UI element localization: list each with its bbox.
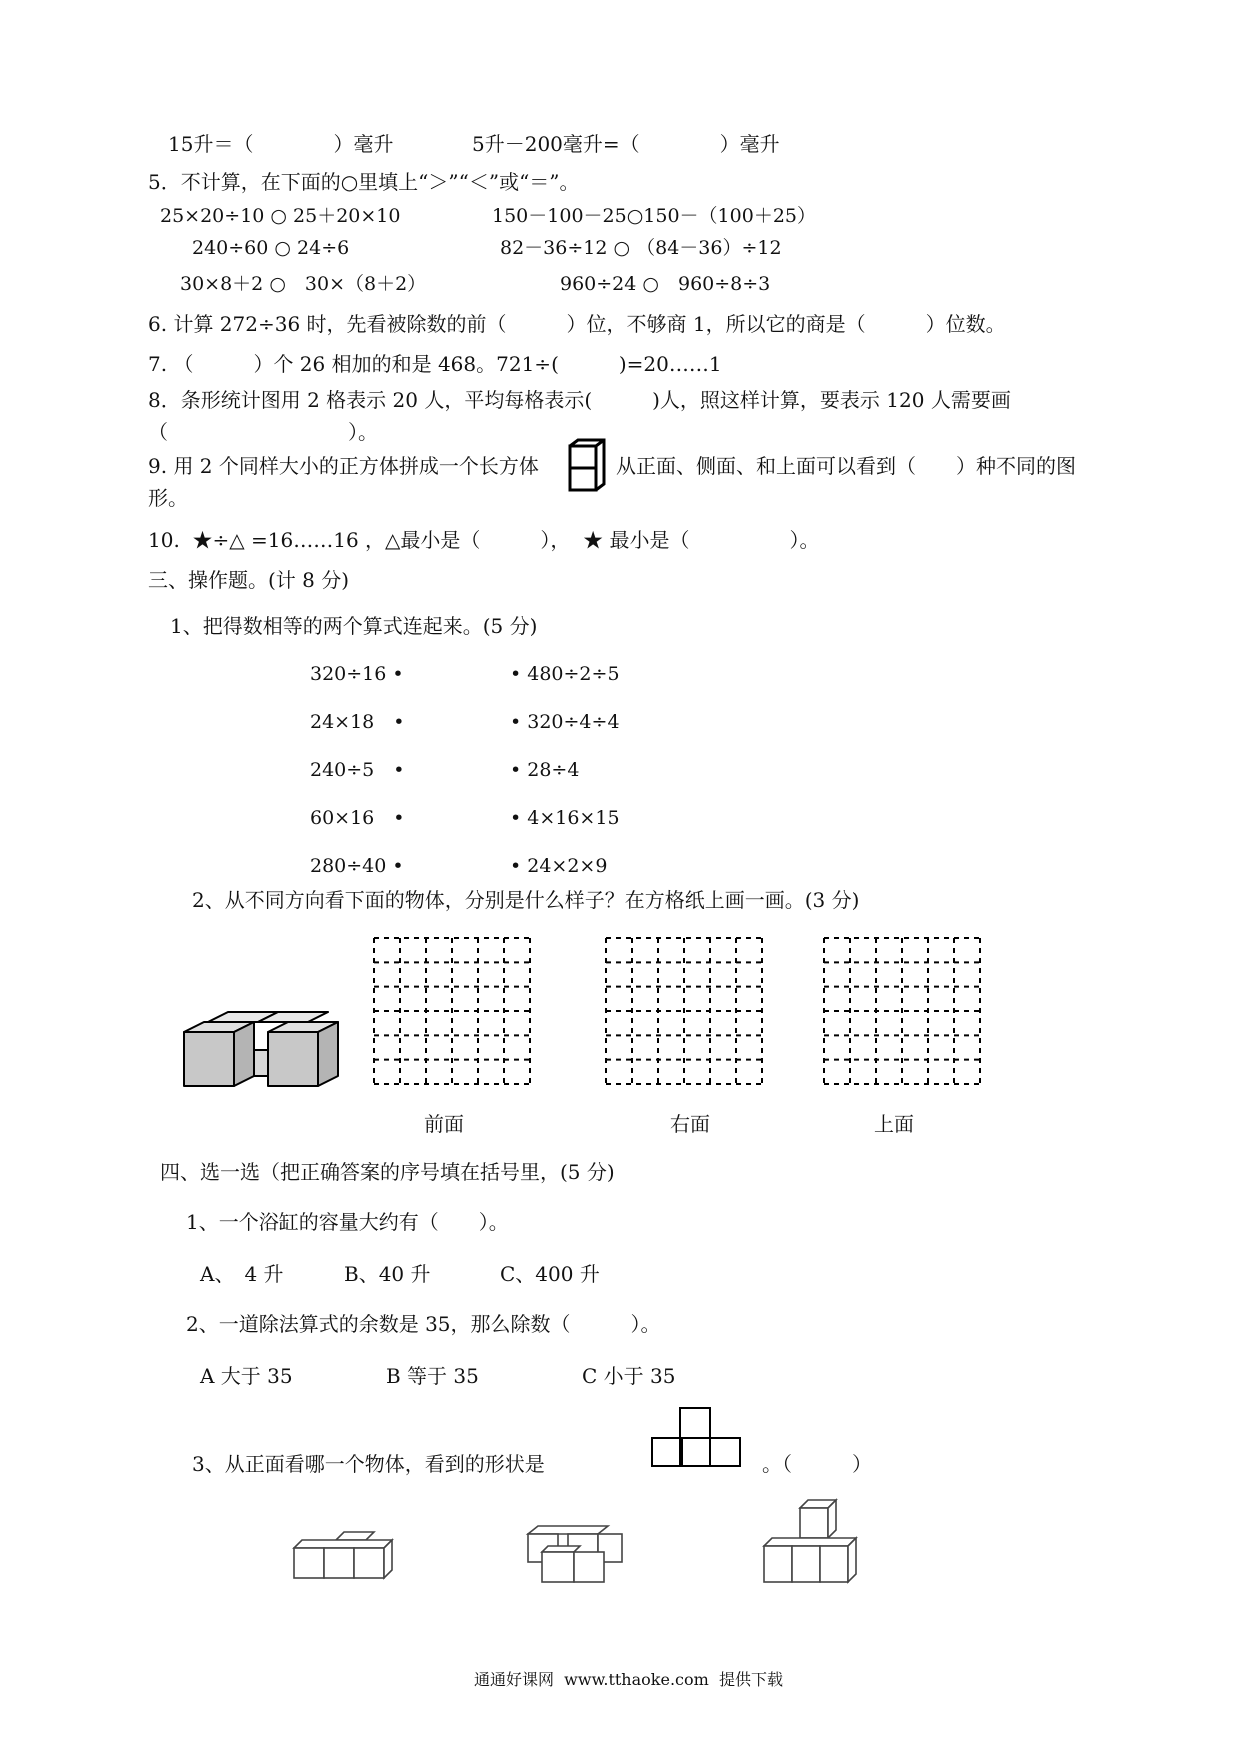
q9-line2: 形。: [148, 486, 188, 510]
section4-title: 四、选一选（把正确答案的序号填在括号里，(5 分): [160, 1160, 615, 1184]
q5-row2-right: 82－36÷12 ○ （84－36）÷12: [500, 237, 782, 259]
q8-line2: （ ）。: [148, 420, 378, 444]
q4-left: 15升＝（ ）毫升: [168, 132, 394, 156]
match-right-2[interactable]: • 320÷4÷4: [510, 711, 620, 733]
grid-front[interactable]: [372, 936, 532, 1086]
s4-q2-option-c[interactable]: C 小于 35: [582, 1364, 676, 1388]
grid-right[interactable]: [604, 936, 764, 1086]
s4-q2-stem: 2、一道除法算式的余数是 35，那么除数（ ）。: [186, 1312, 661, 1336]
match-right-5[interactable]: • 24×2×9: [510, 855, 608, 877]
s4-q1-option-b[interactable]: B、40 升: [344, 1262, 431, 1286]
match-right-1[interactable]: • 480÷2÷5: [510, 663, 620, 685]
q4-right: 5升－200毫升=（ ）毫升: [472, 132, 780, 156]
front-view-shape: [650, 1406, 742, 1468]
match-left-3[interactable]: 240÷5 •: [310, 759, 405, 781]
s4-q1-stem: 1、一个浴缸的容量大约有（ ）。: [186, 1210, 509, 1234]
q5-row1-left: 25×20÷10 ○ 25＋20×10: [160, 205, 401, 227]
cuboid-figure: [568, 438, 608, 492]
q5-row1-right: 150－100－25○150－（100＋25）: [492, 205, 816, 227]
q7: 7. （ ）个 26 相加的和是 468。721÷( )=20……1: [148, 352, 722, 376]
q5-title: 5．不计算，在下面的○里填上“＞”“＜”或“＝”。: [148, 170, 580, 194]
s4-q3-stem: 3、从正面看哪一个物体，看到的形状是: [192, 1452, 545, 1476]
match-right-3[interactable]: • 28÷4: [510, 759, 580, 781]
s4-q2-option-a[interactable]: A 大于 35: [200, 1364, 293, 1388]
grid-label-top: 上面: [874, 1112, 914, 1136]
s4-q1-option-c[interactable]: C、400 升: [500, 1262, 600, 1286]
grid-label-right: 右面: [670, 1112, 710, 1136]
q10: 10. ★÷△ =16……16 ，△最小是（ ）， ★ 最小是（ ）。: [148, 528, 820, 552]
match-left-1[interactable]: 320÷16 •: [310, 663, 404, 685]
match-left-2[interactable]: 24×18 •: [310, 711, 405, 733]
section3-title: 三、操作题。(计 8 分): [148, 568, 350, 592]
match-left-5[interactable]: 280÷40 •: [310, 855, 404, 877]
object-option-2[interactable]: [518, 1520, 628, 1586]
q9-after: 从正面、侧面、和上面可以看到（ ）种不同的图: [616, 454, 1076, 478]
q6: 6. 计算 272÷36 时，先看被除数的前（ ）位，不够商 1，所以它的商是（ ）位数。: [148, 312, 1006, 336]
match-left-4[interactable]: 60×16 •: [310, 807, 405, 829]
block-object-figure: [182, 1010, 342, 1090]
section3-p1-title: 1、把得数相等的两个算式连起来。(5 分): [170, 614, 538, 638]
object-option-3[interactable]: [760, 1494, 870, 1586]
q5-row2-left: 240÷60 ○ 24÷6: [192, 237, 350, 259]
grid-label-front: 前面: [424, 1112, 464, 1136]
footer: 通通好课网 www.tthaoke.com 提供下载: [474, 1670, 783, 1689]
object-option-1[interactable]: [292, 1520, 396, 1582]
q9-before: 9. 用 2 个同样大小的正方体拼成一个长方体: [148, 454, 539, 478]
s4-q3-tail: 。（ ）: [762, 1452, 872, 1476]
q5-row3-left: 30×8＋2 ○ 30×（8＋2）: [180, 273, 427, 295]
section3-p2-title: 2、从不同方向看下面的物体，分别是什么样子？在方格纸上画一画。(3 分): [192, 888, 860, 912]
q8-line1: 8．条形统计图用 2 格表示 20 人，平均每格表示( )人，照这样计算，要表示 120 人需要画: [148, 388, 1011, 412]
grid-top[interactable]: [822, 936, 982, 1086]
s4-q1-option-a[interactable]: A、 4 升: [200, 1262, 284, 1286]
q5-row3-right: 960÷24 ○ 960÷8÷3: [560, 273, 771, 295]
s4-q2-option-b[interactable]: B 等于 35: [386, 1364, 479, 1388]
match-right-4[interactable]: • 4×16×15: [510, 807, 620, 829]
